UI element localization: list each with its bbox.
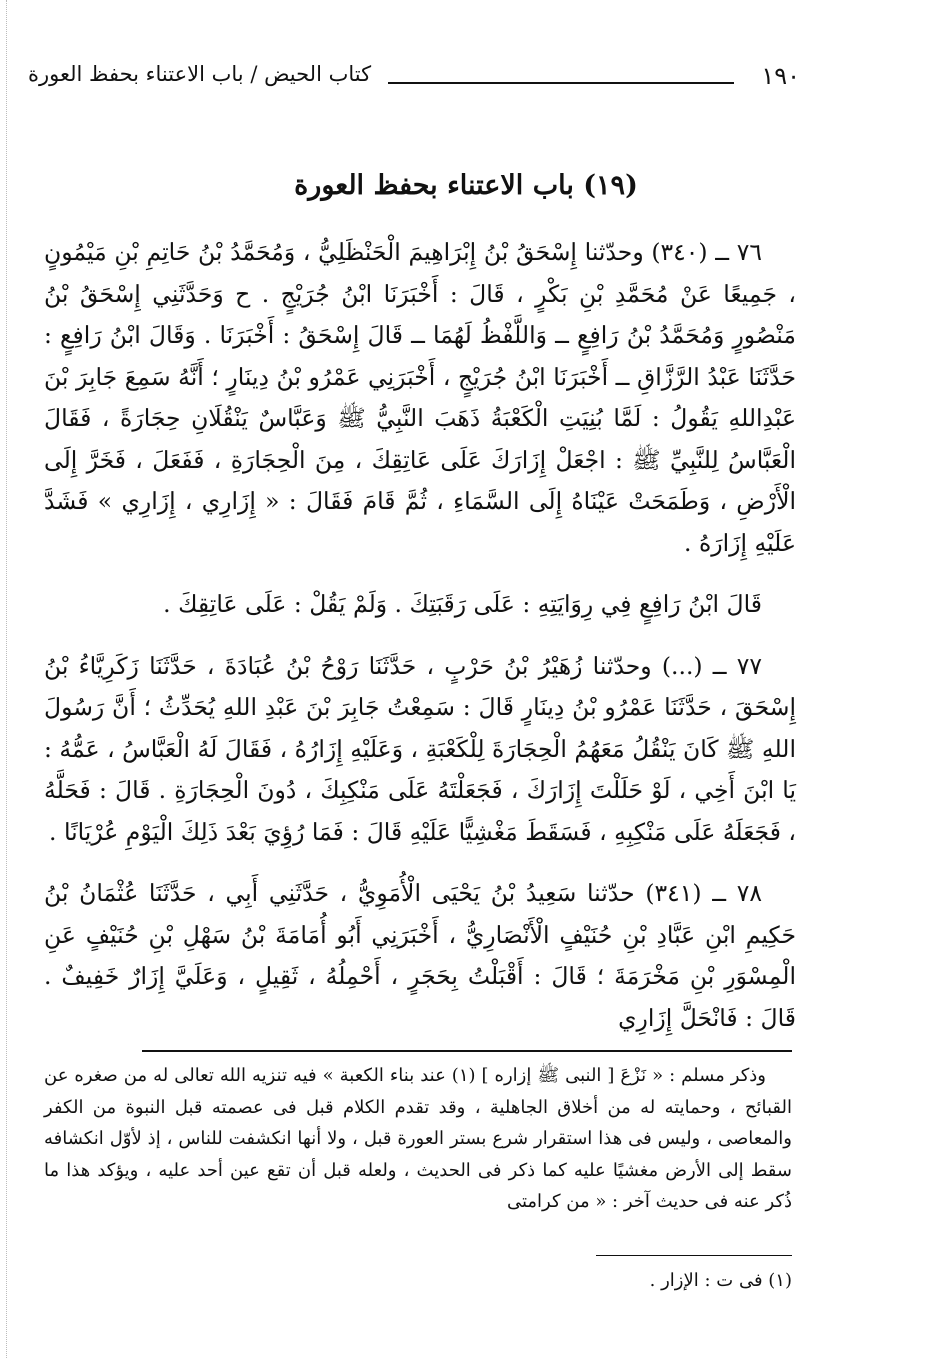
main-text bbox=[44, 232, 796, 1039]
variant-footnote: (١) فى ت : الإزار . bbox=[649, 1270, 792, 1291]
page-header bbox=[28, 58, 800, 98]
chapter-title: (١٩) باب الاعتناء بحفظ العورة bbox=[294, 170, 638, 201]
running-title: كتاب الحيض / باب الاعتناء بحفظ العورة bbox=[28, 62, 372, 86]
hadith-78: ٧٨ ــ (٣٤١) حدّثنا سَعِيدُ بْنُ يَحْيَى الْأُمَوِيُّ ، حَدَّثَنِي أَبِي ، حَدَّثَنَا عُثْمَانُ بْنُ حَكِيمِ ابْنِ عَبَّادِ بْنِ حُنَيْفٍ الْأَنْصَارِيُّ ، أَخْبَرَنِي أَبُو أُمَامَةَ بْنُ سَهْلِ بْنِ حُنَيْفٍ عَنِ الْمِسْوَرِ بْنِ مَخْرَمَةَ ؛ قَالَ : أَقْبَلْتُ بِحَجَرٍ ، أَحْمِلُهُ ، ثَقِيلٍ ، وَعَلَيَّ إِزَارٌ خَفِيفٌ . قَالَ : فَانْحَلَّ إِزَارِي bbox=[44, 879, 796, 1032]
footnote-commentary-block bbox=[44, 1060, 792, 1218]
page-number: ١٩٠ bbox=[761, 62, 800, 90]
scan-margin-line bbox=[6, 0, 7, 1358]
hadith-77: ٧٧ ــ (...) وحدّثنا زُهَيْرُ بْنُ حَرْبٍ ، حَدَّثَنَا رَوْحُ بْنُ عُبَادَةَ ، حَدَّثَنَا زَكَرِيَّاءُ بْنُ إِسْحَقَ ، حَدَّثَنَا عَمْرُو بْنُ دِينَارٍ قَالَ : سَمِعْتُ جَابِرَ بْنَ عَبْدِ اللهِ يُحَدِّثُ ؛ أَنَّ رَسُولَ اللهِ ﷺ كَانَ يَنْقُلُ مَعَهُمُ الْحِجَارَةَ لِلْكَعْبَةِ ، وَعَلَيْهِ إِزَارُهُ ، فَقَالَ لَهُ الْعَبَّاسُ ، عَمُّهُ : يَا ابْنَ أَخِي ، لَوْ حَلَلْتَ إِزَارَكَ ، فَجَعَلْتَهُ عَلَى مَنْكِبِكَ ، دُونَ الْحِجَارَةِ . قَالَ : فَحَلَّهُ ، فَجَعَلَهُ عَلَى مَنْكِبِهِ ، فَسَقَطَ مَغْشِيًّا عَلَيْهِ قَالَ : فَمَا رُؤِيَ بَعْدَ ذَلِكَ الْيَوْمِ عُرْيَانًا . bbox=[44, 651, 796, 846]
footnote-commentary: وذكر مسلم : « نَزْعَ [ النبى ﷺ إزاره ] (١) عند بناء الكعبة » فيه تنزيه الله تعالى له من صغره عن القبائح ، وحمايته له من أخلاق الجاهلية ، وقد تقدم الكلام قبل فى عصمته قبل النبوة من الكفر والمعاصى ، وليس فى هذا استقرار شرع بستر العورة قبل ، ولا أنها انكشفت للناس ، إذ لأوّل انكشافه سقط إلى الأرض مغشيًا عليه كما ذكر فى الحديث ، ولعله قبل أن تقع عين أحد عليه ، ويؤكد هذا ما ذُكر عنه فى حديث آخر : « من كرامتى bbox=[44, 1065, 792, 1212]
header-rule bbox=[388, 82, 734, 84]
variant-footnote-rule bbox=[596, 1255, 792, 1256]
footnote-rule bbox=[142, 1050, 792, 1052]
hadith-76: ٧٦ ــ (٣٤٠) وحدّثنا إِسْحَقُ بْنُ إِبْرَاهِيمَ الْحَنْظَلِيُّ ، وَمُحَمَّدُ بْنُ حَاتِمِ بْنِ مَيْمُونٍ ، جَمِيعًا عَنْ مُحَمَّدِ بْنِ بَكْرٍ ، قَالَ : أَخْبَرَنَا ابْنُ جُرَيْجٍ . ح وَحَدَّثَنِي إِسْحَقُ بْنُ مَنْصُورٍ وَمُحَمَّدُ بْنُ رَافِعٍ ــ وَاللَّفْظُ لَهُمَا ــ قَالَ إِسْحَقُ : أَخْبَرَنَا . وَقَالَ ابْنُ رَافِعٍ : حَدَّثَنَا عَبْدُ الرَّزَّاقِ ــ أَخْبَرَنَا ابْنُ جُرَيْجٍ ، أَخْبَرَنِي عَمْرُو بْنُ دِينَارٍ ؛ أَنَّهُ سَمِعَ جَابِرَ بْنَ عَبْدِاللهِ يَقُولُ : لَمَّا بُنِيَتِ الْكَعْبَةُ ذَهَبَ النَّبِيُّ ﷺ وَعَبَّاسٌ يَنْقُلَانِ حِجَارَةً ، فَقَالَ الْعَبَّاسُ لِلنَّبِيِّ ﷺ : اجْعَلْ إِزَارَكَ عَلَى عَاتِقِكَ ، مِنَ الْحِجَارَةِ ، فَفَعَلَ ، فَخَرَّ إِلَى الْأَرْضِ ، وَطَمَحَتْ عَيْنَاهُ إِلَى السَّمَاءِ ، ثُمَّ قَامَ فَقَالَ : « إِزَارِي ، إِزَارِي » فَشَدَّ عَلَيْهِ إِزَارَهُ . bbox=[44, 238, 796, 557]
hadith-76-note: قَالَ ابْنُ رَافِعٍ فِي رِوَايَتِهِ : عَلَى رَقَبَتِكَ . وَلَمْ يَقُلْ : عَلَى عَاتِقِكَ . bbox=[163, 590, 762, 618]
